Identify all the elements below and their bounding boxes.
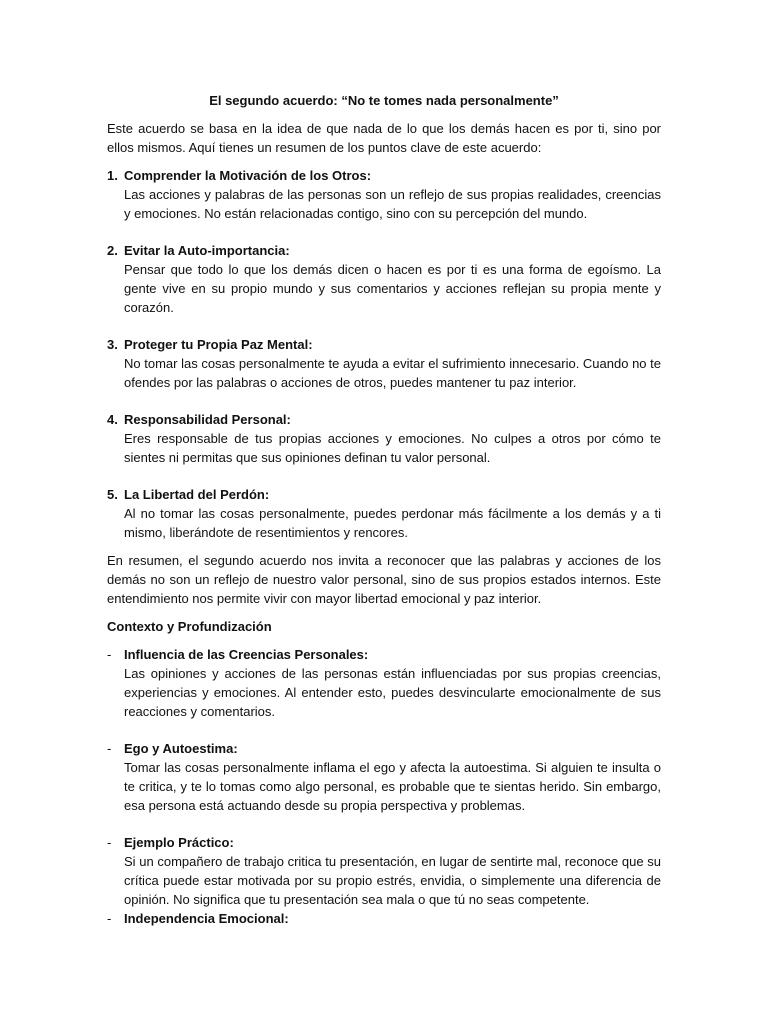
key-point-heading: Proteger tu Propia Paz Mental:: [124, 337, 313, 352]
summary-paragraph: En resumen, el segundo acuerdo nos invita a reconocer que las palabras y acciones de los demás no son un reflejo de nuestro valor personal, sino de sus propios estados internos. Este entendimiento nos permite vivir con mayor libertad emocional y paz interior.: [107, 553, 661, 606]
key-point-body: No tomar las cosas personalmente te ayuda a evitar el sufrimiento innecesario. Cuando no te ofendes por las palabras o acciones de otros, puedes mantener tu paz interior.: [124, 356, 661, 390]
key-point-number: 1.: [107, 168, 118, 183]
key-point-heading: La Libertad del Perdón:: [124, 487, 270, 502]
key-point-body: Pensar que todo lo que los demás dicen o hacen es por ti es una forma de egoísmo. La gente vive en su propio mundo y sus comentarios y acciones reflejan su propia mente y corazón.: [124, 262, 661, 315]
context-item-body: Si un compañero de trabajo critica tu presentación, en lugar de sentirte mal, reconoce que su crítica puede estar motivada por su propio estrés, envidia, o simplemente una diferencia de opinión. No significa que tu presentación sea mala o que tú no seas competente.: [124, 854, 661, 907]
intro-paragraph: Este acuerdo se basa en la idea de que nada de lo que los demás hacen es por ti, sino por ellos mismos. Aquí tienes un resumen de los puntos clave de este acuerdo:: [107, 121, 661, 155]
context-item-heading: Independencia Emocional:: [124, 911, 289, 926]
context-item-heading: Ego y Autoestima:: [124, 741, 238, 756]
context-item: [107, 833, 661, 909]
key-point-number: 5.: [107, 487, 118, 502]
key-point-number: 3.: [107, 337, 118, 352]
key-point-heading: Comprender la Motivación de los Otros:: [124, 168, 372, 183]
context-list: [107, 645, 661, 928]
key-point-body: Las acciones y palabras de las personas son un reflejo de sus propias realidades, creencias y emociones. No están relacionadas contigo, sino con su percepción del mundo.: [124, 187, 661, 221]
context-item: [107, 739, 661, 815]
context-item-body: Las opiniones y acciones de las personas están influenciadas por sus propias creencias, experiencias y emociones. Al entender esto, puedes desvincularte emocionalmente de sus reacciones y comentarios.: [124, 666, 661, 719]
context-item: [107, 909, 661, 928]
dash-marker: -: [107, 911, 112, 926]
key-point-heading: Evitar la Auto-importancia:: [124, 243, 290, 258]
key-point-item: [107, 485, 661, 542]
key-point-item: [107, 166, 661, 223]
dash-marker: -: [107, 741, 112, 756]
dash-marker: -: [107, 647, 112, 662]
document-title: El segundo acuerdo: “No te tomes nada personalmente”: [209, 93, 559, 108]
key-point-number: 4.: [107, 412, 118, 427]
key-point-item: [107, 410, 661, 467]
document-content: [107, 91, 661, 928]
context-item-body: Tomar las cosas personalmente inflama el ego y afecta la autoestima. Si alguien te insulta o te critica, y te lo tomas como algo personal, es probable que te sientas herido. Sin embargo, esa persona está actuando desde su propia perspectiva y problemas.: [124, 760, 661, 813]
key-point-body: Al no tomar las cosas personalmente, puedes perdonar más fácilmente a los demás y a ti mismo, liberándote de resentimientos y rencores.: [124, 506, 661, 540]
context-item-heading: Influencia de las Creencias Personales:: [124, 647, 369, 662]
key-point-heading: Responsabilidad Personal:: [124, 412, 291, 427]
key-point-item: [107, 335, 661, 392]
key-point-body: Eres responsable de tus propias acciones y emociones. No culpes a otros por cómo te sientes ni permitas que sus opiniones definan tu valor personal.: [124, 431, 661, 465]
context-item: [107, 645, 661, 721]
context-item-heading: Ejemplo Práctico:: [124, 835, 234, 850]
key-points-list: [107, 166, 661, 542]
dash-marker: -: [107, 835, 112, 850]
key-point-item: [107, 241, 661, 317]
key-point-number: 2.: [107, 243, 118, 258]
context-section-heading: Contexto y Profundización: [107, 619, 272, 634]
